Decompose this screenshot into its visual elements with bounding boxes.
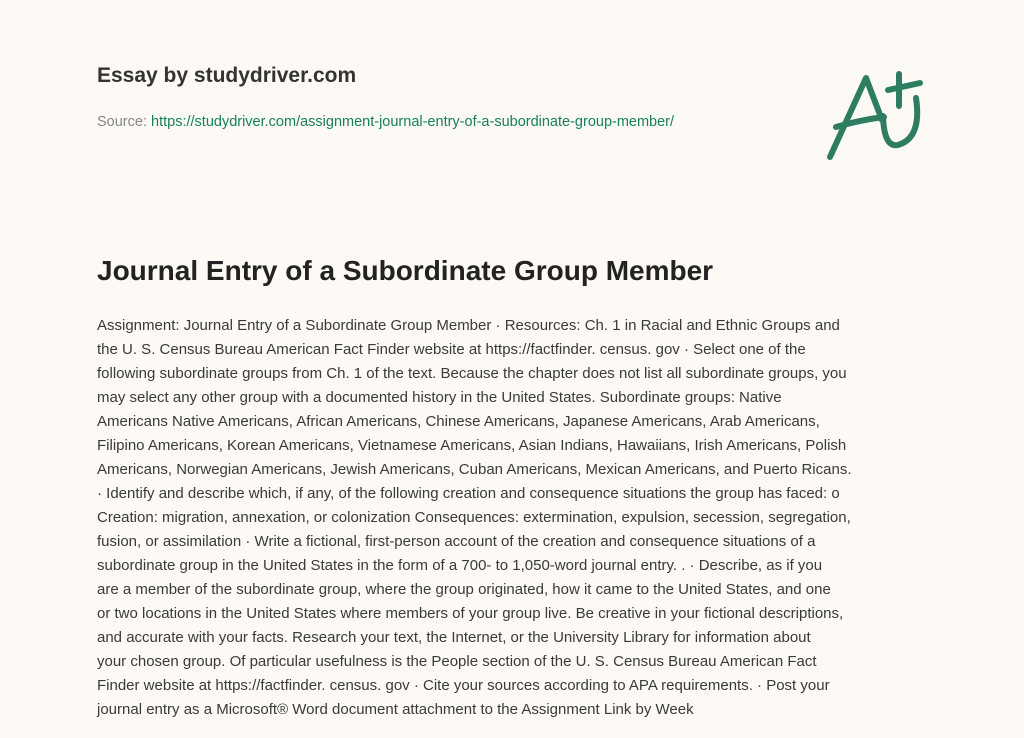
body-line: following subordinate groups from Ch. 1 of the text. Because the chapter does not list all subordinate groups, you [97, 365, 847, 382]
body-line: are a member of the subordinate group, where the group originated, how it came to the United States, and one [97, 581, 831, 598]
body-line: Filipino Americans, Korean Americans, Vietnamese Americans, Asian Indians, Hawaiians, Irish Americans, Polish [97, 437, 847, 454]
body-line: Assignment: Journal Entry of a Subordinate Group Member · Resources: Ch. 1 in Racial and Ethnic Groups and [97, 317, 840, 334]
body-line: the U. S. Census Bureau American Fact Finder website at https://factfinder. census. gov · Select one of the [97, 341, 806, 358]
page-title: Journal Entry of a Subordinate Group Member [97, 255, 714, 286]
body-line: Americans, Norwegian Americans, Jewish Americans, Cuban Americans, Mexican Americans, and Puerto Ricans. [97, 461, 852, 478]
body-line: Creation: migration, annexation, or colonization Consequences: extermination, expulsion, secession, segregation, [97, 509, 851, 526]
a-plus-grade-icon [815, 60, 935, 170]
body-line: and accurate with your facts. Research your text, the Internet, or the University Library for information about [97, 629, 811, 646]
body-line: Americans Native Americans, African Americans, Chinese Americans, Japanese Americans, Arab Americans, [97, 413, 820, 430]
source-line [97, 111, 717, 134]
body-line: fusion, or assimilation · Write a fictional, first-person account of the creation and consequence situations of a [97, 533, 816, 550]
body-line: or two locations in the United States where members of your group live. Be creative in your fictional descriptions, [97, 605, 844, 622]
body-line: Finder website at https://factfinder. census. gov · Cite your sources according to APA requirements. · Post your [97, 677, 830, 694]
source-label: Source: [97, 114, 147, 130]
essay-body [97, 314, 852, 722]
body-line: your chosen group. Of particular usefulness is the People section of the U. S. Census Bureau American Fact [97, 653, 817, 670]
site-brand: Essay by studydriver.com [97, 64, 357, 87]
body-line: may select any other group with a documented history in the United States. Subordinate groups: Native [97, 389, 782, 406]
body-line: · Identify and describe which, if any, of the following creation and consequence situations the group has faced: o [97, 485, 840, 502]
body-line: journal entry as a Microsoft® Word document attachment to the Assignment Link by Week [97, 701, 694, 718]
source-link[interactable]: https://studydriver.com/assignment-journal-entry-of-a-subordinate-group-member/ [151, 114, 675, 130]
body-line: subordinate group in the United States in the form of a 700- to 1,050-word journal entry. . · Describe, as if you [97, 557, 823, 574]
